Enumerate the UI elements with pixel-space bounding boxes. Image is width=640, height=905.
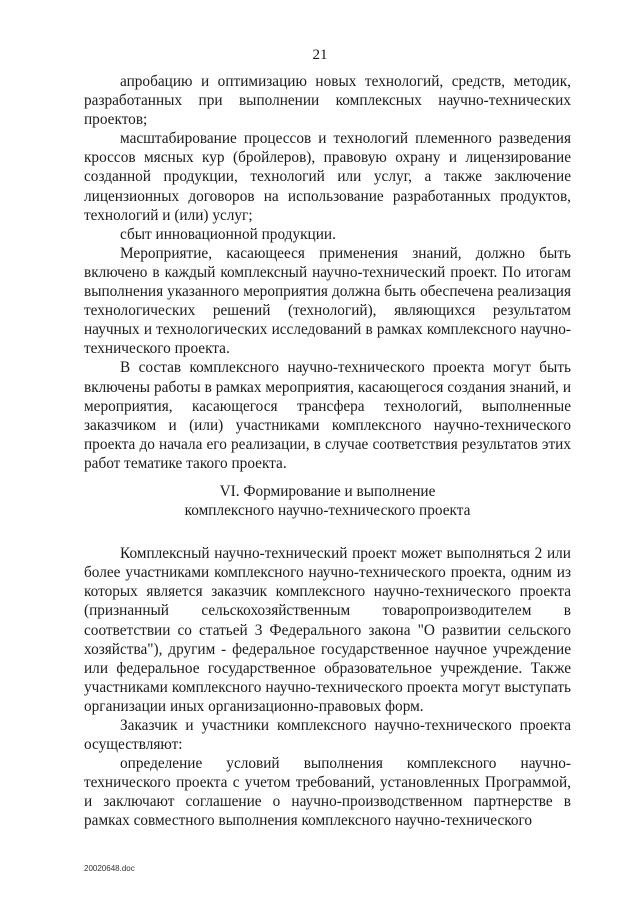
page-number: 21: [312, 47, 328, 63]
section-heading-line-1: VI. Формирование и выполнение: [219, 482, 436, 500]
paragraph: апробацию и оптимизацию новых технологий, средств, методик, разработанных при выполнении комплексных научно-технических проектов;: [84, 73, 571, 129]
paragraphs-before-heading: [84, 72, 571, 473]
paragraph: определение условий выполнения комплексного научно-технического проекта с учетом требований, установленных Программой, и заключают соглашение о научно-производственном партнерстве в рамках совместного выполнения комплексного научно-технического: [84, 755, 571, 830]
document-body: [84, 72, 571, 831]
paragraph: Комплексный научно-технический проект может выполняться 2 или более участниками комплексного научно-технического проекта, одним из которых является заказчик комплексного научно-технического проекта (признанный сельскохозяйственным товаропроизводителем в соответствии со статьей 3 Федерального закона "О развитии сельского хозяйства"), другим - федеральное государственное научное учреждение или федеральное государственное образовательное учреждение. Также участниками комплексного научно-технического проекта могут выступать организации иных организационно-правовых форм.: [84, 545, 571, 715]
section-heading-line-2: комплексного научно-технического проекта: [184, 502, 471, 520]
paragraph: сбыт инновационной продукции.: [120, 225, 336, 243]
paragraph: масштабирование процессов и технологий племенного разведения кроссов мясных кур (бройлеров), правовую охрану и лицензирование созданной продукции, технологий или услуг, а также заключение лицензионных договоров на использование разработанных продуктов, технологий и (или) услуг;: [84, 130, 571, 224]
footer-filename: 20020648.doc: [84, 864, 135, 873]
paragraphs-after-heading: [84, 544, 571, 830]
paragraph: В состав комплексного научно-технического проекта могут быть включены работы в рамках мероприятия, касающегося создания знаний, и мероприятия, касающегося трансфера технологий, выполненные заказчиком и (или) участниками комплексного научно-технического проекта до начала его реализации, в случае соответствия результатов этих работ тематике такого проекта.: [84, 359, 571, 472]
paragraph: Мероприятие, касающееся применения знаний, должно быть включено в каждый комплексный научно-технический проект. По итогам выполнения указанного мероприятия должна быть обеспечена реализация технологических решений (технологий), являющихся результатом научных и технологических исследований в рамках комплексного научно-технического проекта.: [84, 244, 571, 358]
section-heading: [84, 482, 571, 520]
paragraph: Заказчик и участники комплексного научно-технического проекта осуществляют:: [84, 717, 571, 754]
